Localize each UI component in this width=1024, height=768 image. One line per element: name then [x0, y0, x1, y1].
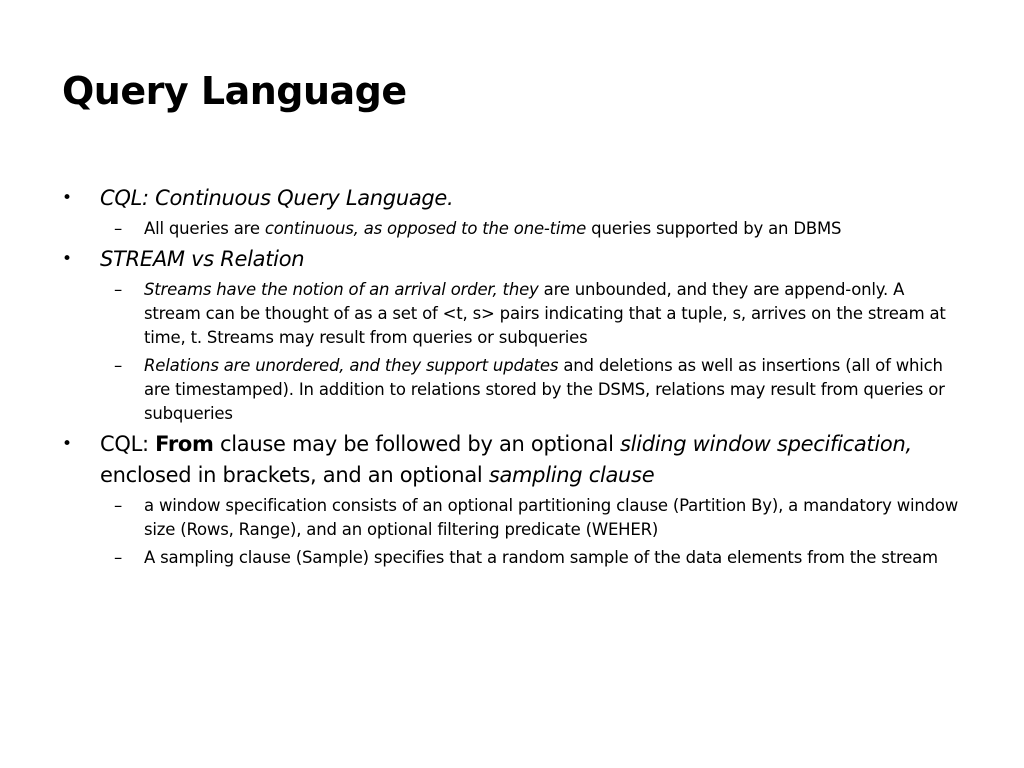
- bullet-text: clause may be followed by an optional: [213, 432, 620, 456]
- dash-marker: –: [114, 219, 123, 238]
- sub-bullet-text: All queries are: [144, 219, 265, 238]
- dash-marker: –: [114, 356, 123, 375]
- bullet-text: STREAM vs Relation: [100, 247, 305, 271]
- sub-bullet-italic: Relations are unordered, and they support updates: [144, 356, 559, 375]
- bullet-text: enclosed in brackets, and an optional: [100, 463, 489, 487]
- bullet-italic: sliding window specification,: [619, 432, 912, 456]
- sub-bullet-window-spec: [62, 494, 972, 542]
- sub-bullet-relations: [62, 354, 972, 426]
- dash-marker: –: [114, 280, 123, 299]
- sub-bullet-sampling-clause: [62, 546, 972, 570]
- bullet-marker: •: [62, 249, 72, 269]
- sub-bullet-text: queries supported by an DBMS: [586, 219, 842, 238]
- bullet-italic: sampling clause: [488, 463, 655, 487]
- bullet-cql-definition: [62, 183, 972, 214]
- dash-marker: –: [114, 496, 123, 515]
- bullet-list: [62, 183, 972, 570]
- sub-bullet-streams: [62, 278, 972, 350]
- bullet-stream-vs-relation: [62, 244, 972, 275]
- bullet-cql-from-clause: [62, 429, 972, 491]
- bullet-bold: From: [155, 432, 214, 456]
- bullet-text: CQL: Continuous Query Language.: [100, 186, 454, 210]
- sub-bullet-text: and deletions as well as insertions (all of which are timestamped). In addition to relations stored by the DSMS, relations may result from queries or subqueries: [144, 356, 945, 423]
- sub-bullet-text: A sampling clause (Sample) specifies that a random sample of the data elements from the stream: [144, 548, 938, 567]
- slide-title: Query Language: [62, 69, 407, 113]
- sub-bullet-text: are unbounded, and they are append-only. A stream can be thought of as a set of <t, s> pairs indicating that a tuple, s, arrives on the stream at time, t. Streams may result from queries or subqueries: [144, 280, 946, 347]
- sub-bullet-italic: continuous, as opposed to the one-time: [264, 219, 587, 238]
- bullet-marker: •: [62, 434, 72, 454]
- sub-bullet-continuous-queries: [62, 217, 972, 241]
- dash-marker: –: [114, 548, 123, 567]
- sub-bullet-italic: Streams have the notion of an arrival order, they: [144, 280, 539, 299]
- bullet-text: CQL:: [100, 432, 156, 456]
- sub-bullet-text: a window specification consists of an optional partitioning clause (Partition By), a mandatory window size (Rows, Range), and an optional filtering predicate (WEHER): [144, 496, 959, 539]
- bullet-marker: •: [62, 188, 72, 208]
